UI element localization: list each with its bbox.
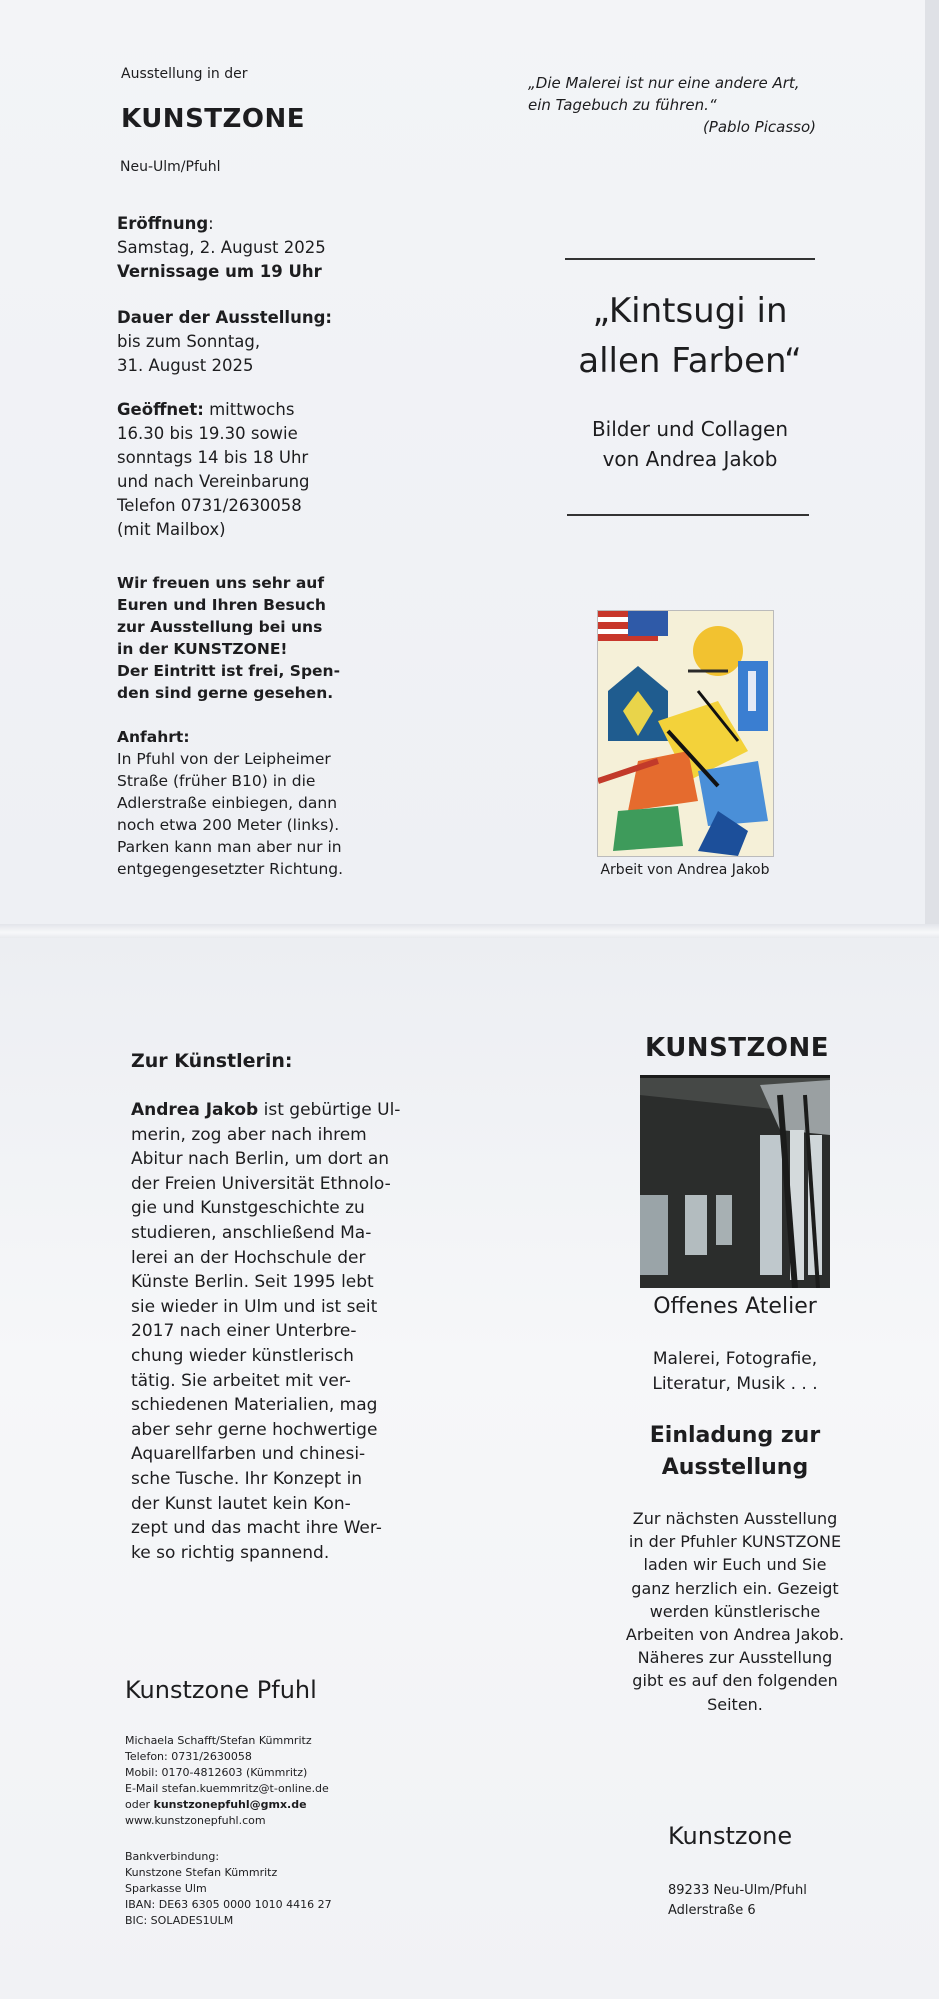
invite-text-line: Zur nächsten Ausstellung bbox=[632, 1509, 838, 1528]
bio-line: merin, zog aber nach ihrem bbox=[131, 1124, 367, 1145]
welcome-line: in der KUNSTZONE! bbox=[117, 640, 288, 658]
artist-bio bbox=[131, 1098, 400, 1565]
bio-line: Künste Berlin. Seit 1995 lebt bbox=[131, 1272, 374, 1293]
bio-line: zept und das macht ihre Wer- bbox=[131, 1518, 382, 1539]
opening-hours-block bbox=[117, 398, 310, 542]
bio-line: tätig. Sie arbeitet mit ver- bbox=[131, 1370, 351, 1391]
bank-line: Kunstzone Stefan Kümmritz bbox=[125, 1866, 278, 1879]
opening-block bbox=[117, 212, 326, 284]
arts-line: Literatur, Musik . . . bbox=[652, 1374, 818, 1394]
open-line: 16.30 bis 19.30 sowie bbox=[117, 424, 298, 443]
open-first: mittwochs bbox=[203, 400, 295, 419]
invite-heading bbox=[620, 1420, 850, 1484]
place-text: Neu-Ulm/Pfuhl bbox=[120, 159, 221, 175]
address-block bbox=[668, 1881, 807, 1921]
invite-text-line: Arbeiten von Andrea Jakob. bbox=[625, 1625, 845, 1645]
bio-line: sie wieder in Ulm und ist seit bbox=[131, 1296, 378, 1317]
directions-line: Adlerstraße einbiegen, dann bbox=[117, 794, 338, 812]
intro-text: Ausstellung in der bbox=[121, 66, 248, 82]
open-label: Geöffnet: bbox=[117, 400, 204, 419]
bank-line: IBAN: DE63 6305 0000 1010 4416 27 bbox=[125, 1898, 332, 1911]
footer-name: Kunstzone bbox=[668, 1822, 793, 1850]
email-link-2[interactable]: kunstzonepfuhl@gmx.de bbox=[153, 1798, 307, 1811]
directions-line: noch etwa 200 Meter (links). bbox=[117, 816, 340, 834]
artist-heading: Zur Künstlerin: bbox=[131, 1050, 293, 1072]
bio-line: Abitur nach Berlin, um dort an bbox=[131, 1149, 390, 1170]
open-line: Telefon 0731/2630058 bbox=[117, 496, 302, 515]
opening-label: Eröffnung bbox=[117, 214, 209, 233]
invite-text-line: ganz herzlich ein. Gezeigt bbox=[631, 1578, 839, 1598]
welcome-line: Wir freuen uns sehr auf bbox=[117, 574, 325, 592]
directions-line: In Pfuhl von der Leipheimer bbox=[117, 750, 331, 768]
bio-line: sche Tusche. Ihr Konzept in bbox=[131, 1468, 363, 1489]
bio-line: der Freien Universität Ethnolo- bbox=[131, 1173, 391, 1194]
bio-line: lerei an der Hochschule der bbox=[131, 1247, 366, 1268]
org-name: Kunstzone Pfuhl bbox=[125, 1676, 317, 1704]
quote-line: ein Tagebuch zu führen.“ bbox=[528, 96, 717, 114]
subtitle-line: von Andrea Jakob bbox=[602, 447, 778, 471]
title-line: allen Farben“ bbox=[578, 341, 802, 381]
website-link[interactable]: www.kunstzonepfuhl.com bbox=[125, 1814, 266, 1827]
bio-line: aber sehr gerne hochwertige bbox=[131, 1419, 378, 1440]
bio-line: chung wieder künstlerisch bbox=[131, 1345, 354, 1366]
bio-line: 2017 nach einer Unterbre- bbox=[131, 1321, 357, 1342]
duration-line: bis zum Sonntag, bbox=[117, 332, 261, 351]
brand-heading: KUNSTZONE bbox=[121, 104, 305, 134]
bank-line: Bankverbindung: bbox=[125, 1850, 220, 1863]
vernissage-text: Vernissage um 19 Uhr bbox=[117, 262, 322, 281]
duration-line: 31. August 2025 bbox=[117, 356, 254, 375]
title-line: „Kintsugi in bbox=[592, 291, 788, 331]
invite-text-line: gibt es auf den folgenden bbox=[632, 1671, 838, 1691]
bio-line: ke so richtig spannend. bbox=[131, 1542, 330, 1563]
artwork-image bbox=[597, 610, 774, 857]
invite-line: Ausstellung bbox=[661, 1455, 809, 1480]
bank-line: BIC: SOLADES1ULM bbox=[125, 1914, 234, 1927]
duration-block bbox=[117, 306, 332, 378]
atelier-label: Offenes Atelier bbox=[653, 1294, 817, 1319]
welcome-line: zur Ausstellung bei uns bbox=[117, 618, 323, 636]
invite-text-line: Näheres zur Ausstellung bbox=[637, 1648, 833, 1668]
invite-text bbox=[595, 1507, 875, 1716]
arts-line: Malerei, Fotografie, bbox=[652, 1349, 818, 1369]
bio-line: studieren, anschließend Ma- bbox=[131, 1222, 372, 1243]
email-or: oder bbox=[125, 1798, 154, 1811]
email-link-1[interactable]: stefan.kuemmritz@t-online.de bbox=[161, 1782, 329, 1795]
contact-line: Telefon: 0731/2630058 bbox=[125, 1750, 252, 1763]
address-line: Adlerstraße 6 bbox=[668, 1903, 756, 1918]
open-line: und nach Vereinbarung bbox=[117, 472, 310, 491]
directions-line: Parken kann man aber nur in bbox=[117, 838, 342, 856]
exhibition-subtitle bbox=[540, 414, 840, 474]
directions-line: Straße (früher B10) in die bbox=[117, 772, 316, 790]
bank-block bbox=[125, 1849, 332, 1929]
opening-colon: : bbox=[208, 214, 214, 233]
bio-line: schiedenen Materialien, mag bbox=[131, 1395, 378, 1416]
divider-bottom bbox=[567, 514, 809, 516]
address-line: 89233 Neu-Ulm/Pfuhl bbox=[668, 1883, 807, 1898]
email-prefix: E-Mail bbox=[125, 1782, 162, 1795]
directions-block bbox=[117, 726, 343, 880]
paper-fold bbox=[0, 924, 939, 938]
bio-line: Aquarellfarben und chinesi- bbox=[131, 1444, 366, 1465]
bio-line: der Kunst lautet kein Kon- bbox=[131, 1493, 351, 1514]
bank-line: Sparkasse Ulm bbox=[125, 1882, 207, 1895]
artist-name: Andrea Jakob bbox=[131, 1100, 259, 1120]
quote-block bbox=[528, 72, 816, 138]
invite-text-line: laden wir Euch und Sie bbox=[643, 1555, 827, 1575]
exhibition-title bbox=[540, 286, 840, 386]
brand-heading-2: KUNSTZONE bbox=[645, 1033, 829, 1063]
divider-top bbox=[565, 258, 815, 260]
open-line: sonntags 14 bis 18 Uhr bbox=[117, 448, 309, 467]
directions-label: Anfahrt: bbox=[117, 728, 190, 746]
subtitle-line: Bilder und Collagen bbox=[591, 417, 789, 441]
contact-line: Mobil: 0170-4812603 (Kümmritz) bbox=[125, 1766, 308, 1779]
arts-block bbox=[620, 1347, 850, 1397]
contact-block bbox=[125, 1733, 329, 1829]
quote-author: (Pablo Picasso) bbox=[702, 118, 816, 136]
invite-text-line: in der Pfuhler KUNSTZONE bbox=[628, 1532, 842, 1552]
welcome-line: Der Eintritt ist frei, Spen- bbox=[117, 662, 341, 680]
artwork-caption: Arbeit von Andrea Jakob bbox=[600, 862, 770, 878]
invite-line: Einladung zur bbox=[649, 1423, 821, 1448]
duration-label: Dauer der Ausstellung: bbox=[117, 308, 332, 327]
atelier-photo bbox=[640, 1075, 830, 1288]
contact-line: Michaela Schafft/Stefan Kümmritz bbox=[125, 1734, 312, 1747]
welcome-line: den sind gerne gesehen. bbox=[117, 684, 334, 702]
opening-date: Samstag, 2. August 2025 bbox=[117, 238, 326, 257]
quote-line: „Die Malerei ist nur eine andere Art, bbox=[528, 74, 800, 92]
welcome-block bbox=[117, 572, 340, 704]
welcome-line: Euren und Ihren Besuch bbox=[117, 596, 326, 614]
directions-line: entgegengesetzter Richtung. bbox=[117, 860, 344, 878]
open-line: (mit Mailbox) bbox=[117, 520, 226, 539]
bio-first: ist gebürtige Ul- bbox=[258, 1100, 401, 1120]
invite-text-line: werden künstlerische bbox=[649, 1601, 821, 1621]
bio-line: gie und Kunstgeschichte zu bbox=[131, 1198, 365, 1219]
invite-text-line: Seiten. bbox=[707, 1694, 763, 1714]
